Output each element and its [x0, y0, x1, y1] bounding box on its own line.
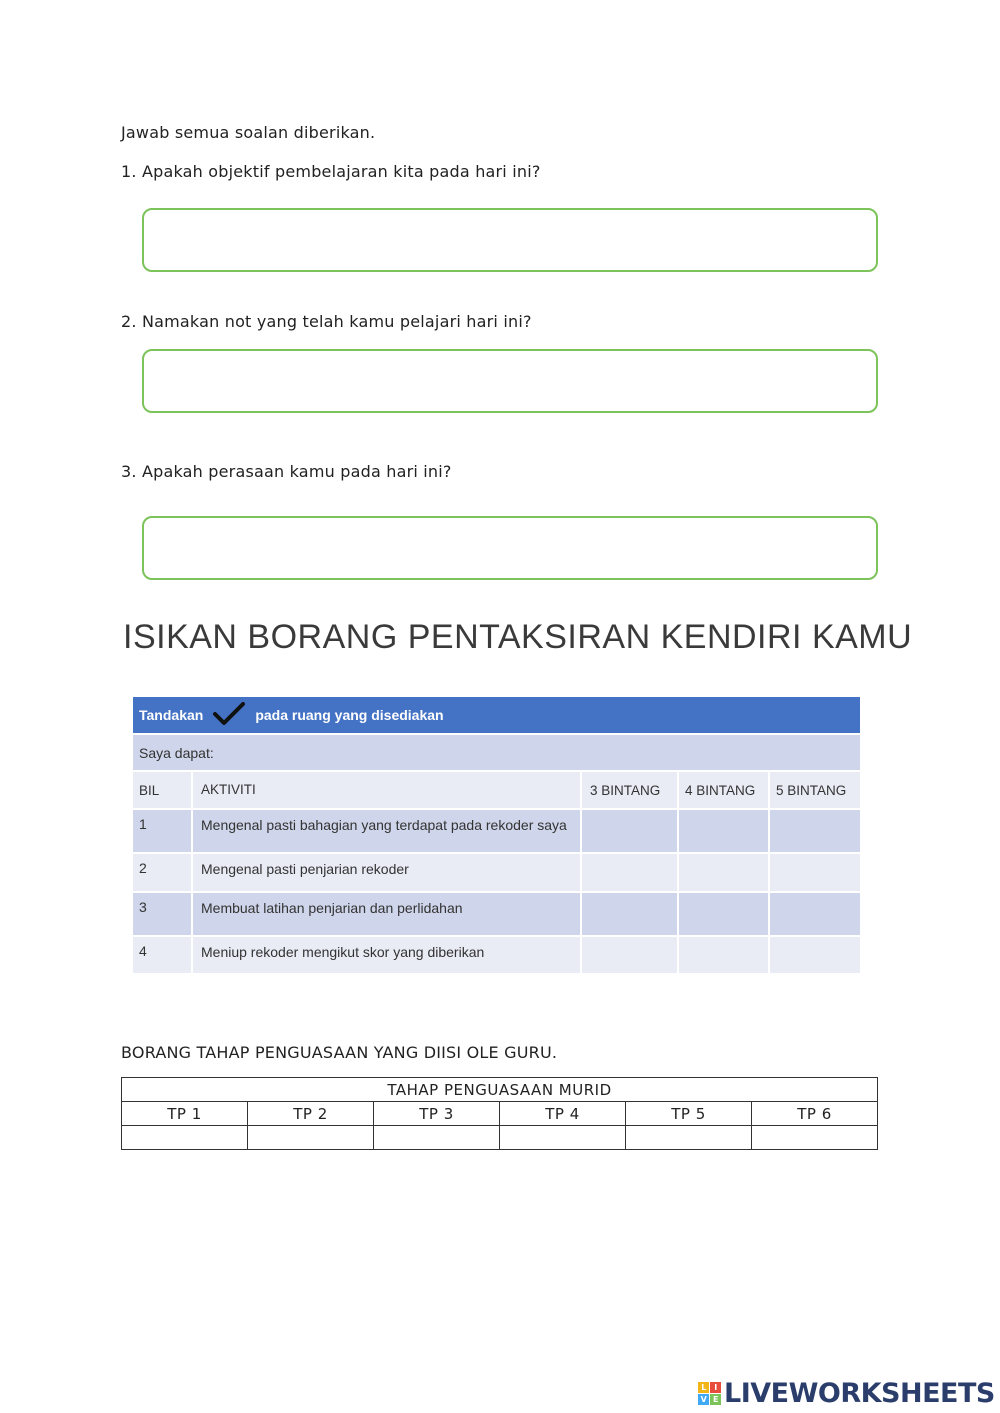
assessment-header-row	[133, 770, 860, 808]
level-cell-tp3[interactable]	[374, 1126, 500, 1150]
rating-cell-5[interactable]	[770, 854, 860, 891]
banner-prefix: Tandakan	[139, 707, 204, 723]
rating-cell-5[interactable]	[770, 937, 860, 973]
row-bil: 2	[133, 854, 193, 891]
banner-suffix: pada ruang yang disediakan	[255, 707, 444, 723]
col-header-5-bintang: 5 BINTANG	[776, 782, 847, 798]
table-title: TAHAP PENGUASAAN MURID	[122, 1078, 878, 1102]
rating-cell-3[interactable]	[582, 810, 679, 852]
row-bil: 4	[133, 937, 193, 973]
row-aktiviti: Membuat latihan penjarian dan perlidahan	[193, 893, 582, 935]
assessment-subheading	[133, 733, 860, 770]
logo-letter: L	[698, 1382, 709, 1393]
teacher-level-table	[121, 1077, 878, 1150]
row-bil: 1	[133, 810, 193, 852]
col-header-bil: BIL	[133, 772, 193, 808]
level-cell-tp6[interactable]	[752, 1126, 878, 1150]
rating-cell-5[interactable]	[770, 810, 860, 852]
question-3-text: 3. Apakah perasaan kamu pada hari ini?	[121, 462, 452, 481]
rating-cell-4[interactable]	[679, 937, 770, 973]
level-cell-tp5[interactable]	[626, 1126, 752, 1150]
level-header-tp3: TP 3	[374, 1102, 500, 1126]
logo-letter: E	[710, 1394, 721, 1405]
row-aktiviti: Mengenal pasti penjarian rekoder	[193, 854, 582, 891]
rating-cell-3[interactable]	[582, 937, 679, 973]
table-row	[133, 935, 860, 973]
table-row	[133, 891, 860, 935]
liveworksheets-logo	[698, 1378, 995, 1409]
level-header-tp1: TP 1	[122, 1102, 248, 1126]
answer-box-1[interactable]	[142, 208, 878, 272]
subheading-text: Saya dapat:	[139, 744, 214, 761]
rating-cell-4[interactable]	[679, 810, 770, 852]
col-header-aktiviti: AKTIVITI	[193, 772, 582, 808]
teacher-form-heading: BORANG TAHAP PENGUASAAN YANG DIISI OLE GURU.	[121, 1043, 558, 1062]
level-cell-tp1[interactable]	[122, 1126, 248, 1150]
table-row	[133, 808, 860, 852]
self-assessment-title: ISIKAN BORANG PENTAKSIRAN KENDIRI KAMU	[123, 618, 913, 656]
answer-box-3[interactable]	[142, 516, 878, 580]
level-header-tp5: TP 5	[626, 1102, 752, 1126]
rating-cell-3[interactable]	[582, 854, 679, 891]
question-2-text: 2. Namakan not yang telah kamu pelajari hari ini?	[121, 312, 532, 331]
rating-cell-5[interactable]	[770, 893, 860, 935]
level-cell-tp2[interactable]	[248, 1126, 374, 1150]
level-header-tp6: TP 6	[752, 1102, 878, 1126]
logo-letter: V	[698, 1394, 709, 1405]
question-1-text: 1. Apakah objektif pembelajaran kita pada hari ini?	[121, 162, 541, 181]
level-header-tp4: TP 4	[500, 1102, 626, 1126]
logo-letter: I	[710, 1382, 721, 1393]
row-aktiviti: Mengenal pasti bahagian yang terdapat pada rekoder saya	[193, 810, 582, 852]
level-cell-tp4[interactable]	[500, 1126, 626, 1150]
assessment-banner	[133, 697, 860, 733]
instructions-text: Jawab semua soalan diberikan.	[121, 123, 376, 142]
liveworksheets-logo-icon	[698, 1382, 721, 1405]
rating-cell-4[interactable]	[679, 854, 770, 891]
table-row	[133, 852, 860, 891]
col-header-3-bintang: 3 BINTANG	[582, 772, 679, 808]
row-bil: 3	[133, 893, 193, 935]
self-assessment-table	[133, 697, 860, 973]
answer-box-2[interactable]	[142, 349, 878, 413]
logo-text: LIVEWORKSHEETS	[724, 1378, 995, 1409]
col-header-4-bintang: 4 BINTANG	[679, 772, 770, 808]
checkmark-icon	[213, 701, 245, 730]
level-header-tp2: TP 2	[248, 1102, 374, 1126]
rating-cell-4[interactable]	[679, 893, 770, 935]
row-aktiviti: Meniup rekoder mengikut skor yang diberikan	[193, 937, 582, 973]
rating-cell-3[interactable]	[582, 893, 679, 935]
